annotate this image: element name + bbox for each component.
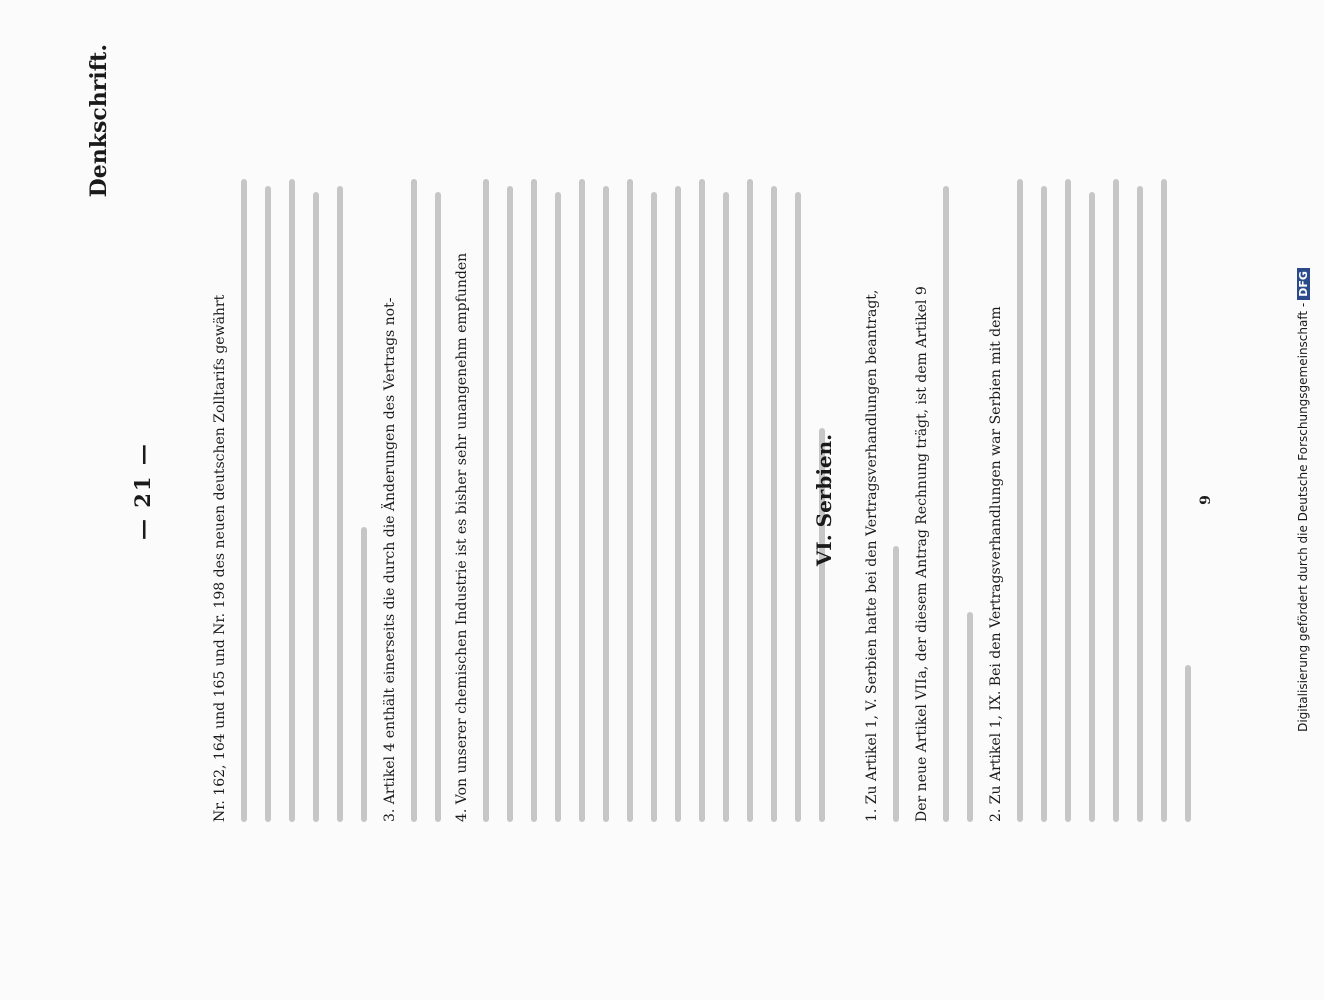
paragraph-block-6 [984, 166, 1200, 822]
text-line [1152, 166, 1176, 822]
text-line [352, 166, 376, 822]
section-heading: VI. Serbien. [812, 433, 836, 567]
text-line [402, 166, 426, 822]
digitization-attribution [1296, 0, 1310, 1000]
text-line [256, 166, 280, 822]
paragraph-block-4 [860, 166, 908, 822]
paragraph-first-line: Der neue Artikel VIIa, der diesem Antrag Rechnung trägt, ist dem Artikel 9 [914, 286, 930, 822]
text-line [594, 166, 618, 822]
text-line [762, 166, 786, 822]
text-line [426, 166, 450, 822]
text-line [546, 166, 570, 822]
text-line [1128, 166, 1152, 822]
text-line [738, 166, 762, 822]
text-line [958, 166, 982, 822]
text-line [618, 166, 642, 822]
paragraph-first-line: Nr. 162, 164 und 165 und Nr. 198 des neuen deutschen Zolltarifs gewährt [212, 294, 228, 822]
paragraph-first-line: 2. Zu Artikel 1, IX. Bei den Vertragsverhandlungen war Serbien mit dem [988, 306, 1004, 822]
text-line [786, 166, 810, 822]
text-line [1032, 166, 1056, 822]
paragraph-block-3 [450, 166, 834, 822]
text-line [498, 166, 522, 822]
paragraph-block-1 [208, 166, 376, 822]
text-line [1080, 166, 1104, 822]
text-line [714, 166, 738, 822]
paragraph-first-line: 4. Von unserer chemischen Industrie ist es bisher sehr unangenehm empfunden [454, 252, 470, 822]
page-header [86, 20, 155, 980]
page-number: — 21 — [130, 442, 155, 540]
paragraph-first-line: 1. Zu Artikel 1, V. Serbien hatte bei den Vertragsverhandlungen beantragt, [864, 289, 880, 822]
dfg-logo: DFG [1297, 268, 1310, 300]
text-line [522, 166, 546, 822]
text-line [1056, 166, 1080, 822]
text-line [934, 166, 958, 822]
text-line [642, 166, 666, 822]
paragraph-block-2 [378, 166, 450, 822]
text-line [280, 166, 304, 822]
document-title: Denkschrift. [86, 44, 112, 198]
text-line [884, 166, 908, 822]
text-line [690, 166, 714, 822]
text-line [1176, 166, 1200, 822]
paragraph-first-line: 3. Artikel 4 enthält einerseits die durch die Änderungen des Vertrags not- [382, 297, 398, 822]
text-line [570, 166, 594, 822]
text-line [1104, 166, 1128, 822]
text-line [666, 166, 690, 822]
text-line [328, 166, 352, 822]
text-line [232, 166, 256, 822]
text-line [304, 166, 328, 822]
text-line [474, 166, 498, 822]
attribution-text: Digitalisierung gefördert durch die Deutsche Forschungsgemeinschaft - [1296, 302, 1310, 732]
paragraph-block-5 [910, 166, 982, 822]
text-line [1008, 166, 1032, 822]
signature-mark: 9 [1198, 495, 1214, 505]
